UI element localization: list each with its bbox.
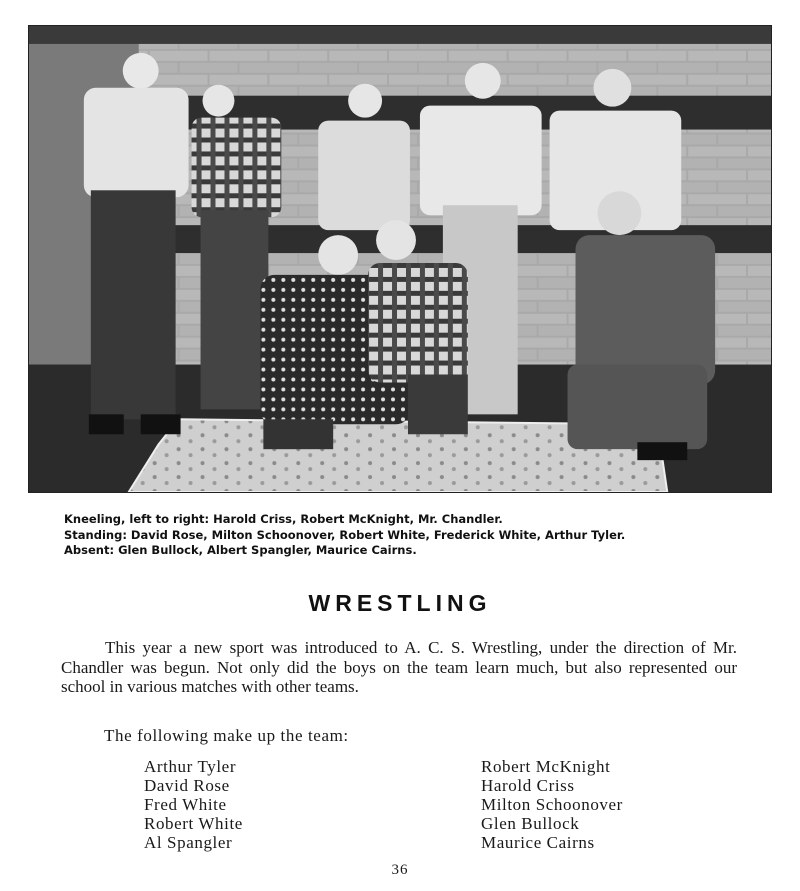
- team-list-left: [144, 757, 243, 852]
- team-member: Al Spangler: [144, 833, 233, 852]
- caption-kneeling: Kneeling, left to right: Harold Criss, Robert McKnight, Mr. Chandler.: [64, 512, 503, 526]
- team-photo: [28, 25, 772, 493]
- caption-absent: Absent: Glen Bullock, Albert Spangler, Maurice Cairns.: [64, 543, 417, 557]
- team-member: Arthur Tyler: [144, 757, 237, 776]
- team-intro: The following make up the team:: [104, 726, 349, 745]
- team-member: Robert White: [144, 814, 243, 833]
- team-member: Harold Criss: [481, 776, 575, 795]
- team-member: Glen Bullock: [481, 814, 580, 833]
- caption-standing: Standing: David Rose, Milton Schoonover, Robert White, Frederick White, Arthur Tyler.: [64, 527, 626, 542]
- page-number: 36: [391, 862, 409, 878]
- team-member: Fred White: [144, 795, 227, 814]
- body-paragraph: This year a new sport was introduced to A. C. S. Wrestling, under the direction of Mr. Chandler was begun. Not only did the boys on the team learn much, but also represented our school in various matches with other teams.: [61, 638, 737, 696]
- team-photo-illustration: [29, 26, 771, 492]
- team-member: Maurice Cairns: [481, 833, 595, 852]
- team-member: Milton Schoonover: [481, 795, 623, 814]
- team-list-right: [481, 757, 623, 852]
- photo-caption: [64, 512, 764, 559]
- page-title: WRESTLING: [308, 590, 492, 616]
- team-member: David Rose: [144, 776, 230, 795]
- team-member: Robert McKnight: [481, 757, 611, 776]
